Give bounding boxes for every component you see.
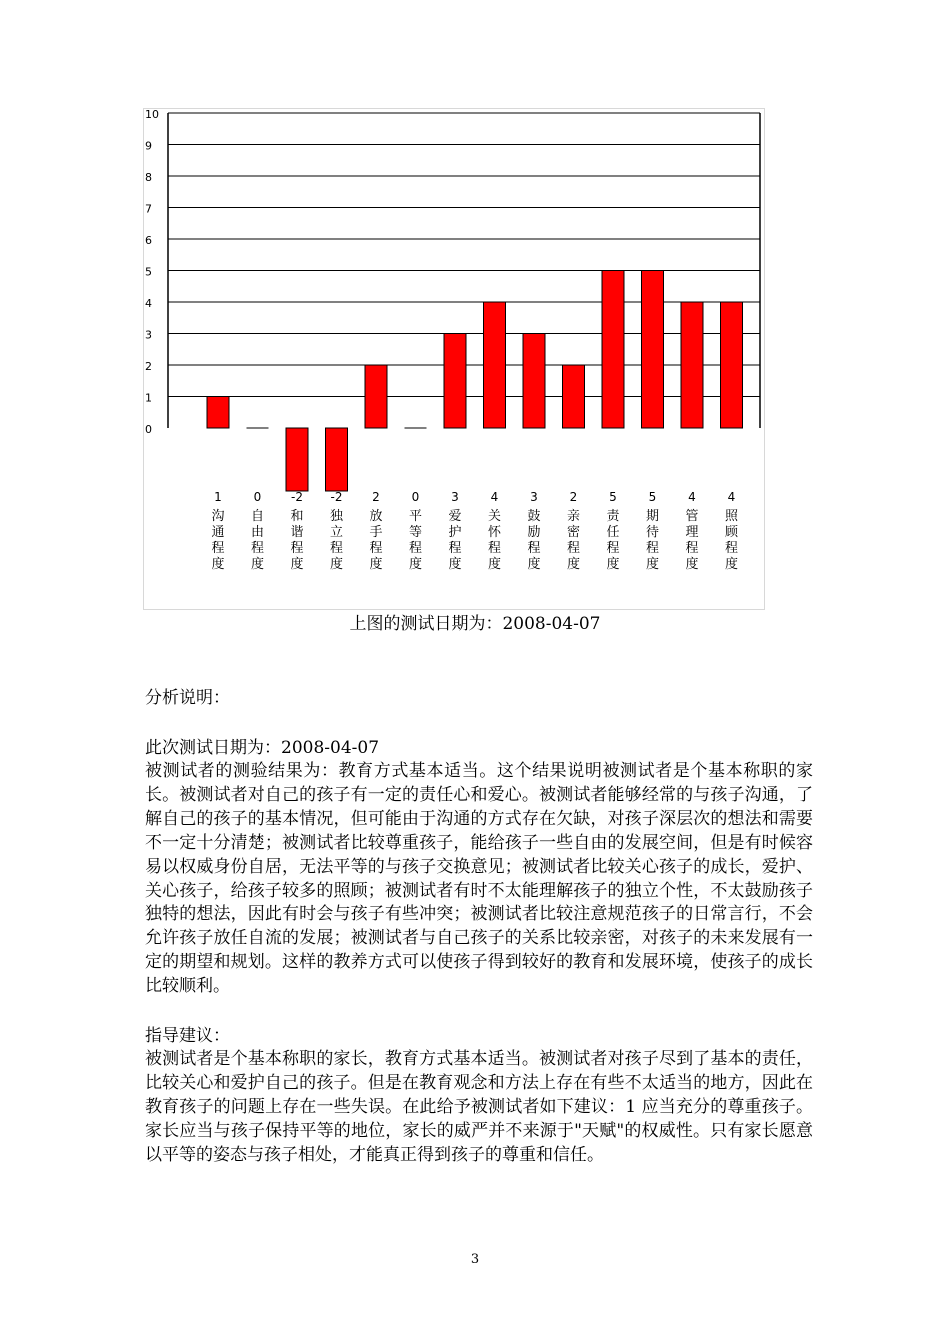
y-tick-label: 1 [145, 391, 152, 405]
y-tick-label: 9 [145, 139, 152, 153]
category-label-char: 和 [290, 509, 304, 524]
bar-value-label: 0 [411, 490, 420, 504]
category-label-char: 度 [724, 557, 739, 572]
category-label-char: 平 [408, 509, 423, 524]
category-label-char: 管 [685, 509, 699, 524]
bar-value-label: 4 [727, 490, 736, 504]
category-label-char: 手 [369, 525, 383, 540]
category-label-char: 由 [250, 525, 265, 540]
category-label-char: 度 [369, 557, 383, 572]
category-label-char: 度 [329, 557, 344, 572]
bar-0 [207, 397, 229, 429]
bar-7 [484, 302, 506, 428]
bar-2 [286, 428, 308, 491]
bar-8 [523, 334, 545, 429]
category-label-char: 任 [606, 525, 620, 540]
category-label-char: 程 [685, 541, 699, 556]
category-label-char: 顾 [724, 525, 739, 540]
y-tick-label: 10 [145, 108, 159, 121]
category-label-char: 亲 [566, 509, 581, 524]
category-label-char: 自 [250, 509, 265, 524]
category-label-char: 程 [566, 541, 581, 556]
category-label-char: 通 [211, 525, 225, 540]
category-label-char: 待 [645, 525, 660, 540]
guidance-paragraph: 被测试者是个基本称职的家长，教育方式基本适当。被测试者对孩子尽到了基本的责任，比较关心和爱护自己的孩子。但是在教育观念和方法上存在有些不太适当的地方，因此在教育孩子的问题上存在一些失误。在此给予被测试者如下建议：1 应当充分的尊重孩子。家长应当与孩子保持平等的地位，家长的威严并不来源于"天赋"的权威性。只有家长愿意以平等的姿态与孩子相处，才能真正得到孩子的尊重和信任。 [145, 1049, 813, 1165]
bar-3 [326, 428, 348, 491]
bar-value-label: 3 [451, 490, 459, 504]
analysis-paragraph: 被测试者的测验结果为：教育方式基本适当。这个结果说明被测试者是个基本称职的家长。被测试者对自己的孩子有一定的责任心和爱心。被测试者能够经常的与孩子沟通，了解自己的孩子的基本情况，但可能由于沟通的方式存在欠缺，对孩子深层次的想法和需要不一定十分清楚；被测试者比较尊重孩子，能给孩子一些自由的发展空间，但是有时候容易以权威身份自居，无法平等的与孩子交换意见；被测试者比较关心孩子的成长，爱护、关心孩子，给孩子较多的照顾；被测试者有时不太能理解孩子的独立个性，不太鼓励孩子独特的想法，因此有时会与孩子有些冲突；被测试者比较注意规范孩子的日常言行，不会允许孩子放任自流的发展；被测试者与自己孩子的关系比较亲密，对孩子的未来发展有一定的期望和规划。这样的教养方式可以使孩子得到较好的教育和发展环境，使孩子的成长比较顺利。 [145, 761, 813, 997]
bar-value-label: -2 [291, 490, 303, 504]
bar-value-label: 4 [490, 490, 499, 504]
y-tick-label: 7 [145, 202, 152, 216]
bar-value-label: 5 [648, 490, 657, 504]
category-label-char: 谐 [290, 525, 304, 540]
category-label-char: 沟 [211, 509, 225, 524]
bar-10 [602, 271, 624, 429]
page-number: 3 [470, 1252, 480, 1267]
category-label-char: 度 [566, 557, 581, 572]
bar-value-label: 1 [214, 490, 222, 504]
category-label-char: 程 [724, 541, 739, 556]
category-label-char: 度 [448, 557, 462, 572]
y-tick-label: 4 [145, 297, 152, 310]
category-label-char: 等 [408, 525, 423, 540]
category-label-char: 程 [290, 541, 304, 556]
category-label-char: 度 [645, 557, 660, 572]
category-label-char: 程 [527, 541, 541, 556]
category-label-char: 程 [329, 541, 344, 556]
chart-caption: 上图的测试日期为：2008-04-07 [349, 614, 601, 634]
category-label-char: 期 [645, 509, 660, 524]
category-label-char: 照 [724, 509, 739, 524]
y-tick-label: 0 [145, 423, 152, 436]
category-label-char: 程 [645, 541, 660, 556]
category-label-char: 放 [369, 509, 383, 524]
category-label-char: 度 [527, 557, 541, 572]
bar-9 [563, 365, 585, 428]
category-label-char: 度 [487, 557, 502, 572]
category-label-char: 励 [527, 525, 541, 540]
guidance-title: 指导建议： [145, 1026, 230, 1046]
bar-value-label: 0 [253, 490, 262, 504]
bar-value-label: 2 [569, 490, 578, 504]
category-label-char: 怀 [487, 525, 502, 540]
category-label-char: 程 [211, 541, 225, 556]
category-label-char: 度 [290, 557, 304, 572]
category-label-char: 程 [369, 541, 383, 556]
test-date-line: 此次测试日期为：2008-04-07 [145, 738, 380, 758]
bar-value-label: 3 [530, 490, 538, 504]
bar-13 [721, 302, 743, 428]
bar-11 [642, 271, 664, 429]
bar-chart [143, 108, 765, 610]
bar-value-label: -2 [330, 490, 343, 504]
category-label-char: 独 [329, 509, 344, 524]
section-title: 分析说明： [145, 688, 230, 708]
y-tick-label: 3 [145, 328, 152, 342]
category-label-char: 关 [487, 509, 502, 524]
category-label-char: 度 [685, 557, 699, 572]
category-label-char: 度 [250, 557, 265, 572]
category-label-char: 程 [408, 541, 423, 556]
category-label-char: 爱 [448, 509, 462, 524]
category-label-char: 程 [448, 541, 462, 556]
bar-4 [365, 365, 387, 428]
category-label-char: 度 [606, 557, 620, 572]
y-tick-label: 2 [145, 360, 152, 373]
bar-value-label: 5 [609, 490, 617, 504]
category-label-char: 鼓 [527, 509, 541, 524]
category-label-char: 护 [448, 525, 462, 540]
category-label-char: 责 [606, 509, 620, 524]
bar-value-label: 2 [372, 490, 380, 504]
category-label-char: 度 [211, 557, 225, 572]
y-tick-label: 6 [145, 234, 152, 247]
y-tick-label: 5 [145, 265, 152, 279]
y-tick-label: 8 [145, 171, 152, 184]
bar-6 [444, 334, 466, 429]
category-label-char: 程 [487, 541, 502, 556]
category-label-char: 度 [408, 557, 423, 572]
bar-12 [681, 302, 703, 428]
category-label-char: 密 [566, 525, 581, 540]
category-label-char: 立 [329, 525, 344, 540]
category-label-char: 程 [606, 541, 620, 556]
bar-value-label: 4 [688, 490, 696, 504]
category-label-char: 理 [685, 525, 699, 540]
chart-svg [143, 108, 765, 610]
category-label-char: 程 [250, 541, 265, 556]
